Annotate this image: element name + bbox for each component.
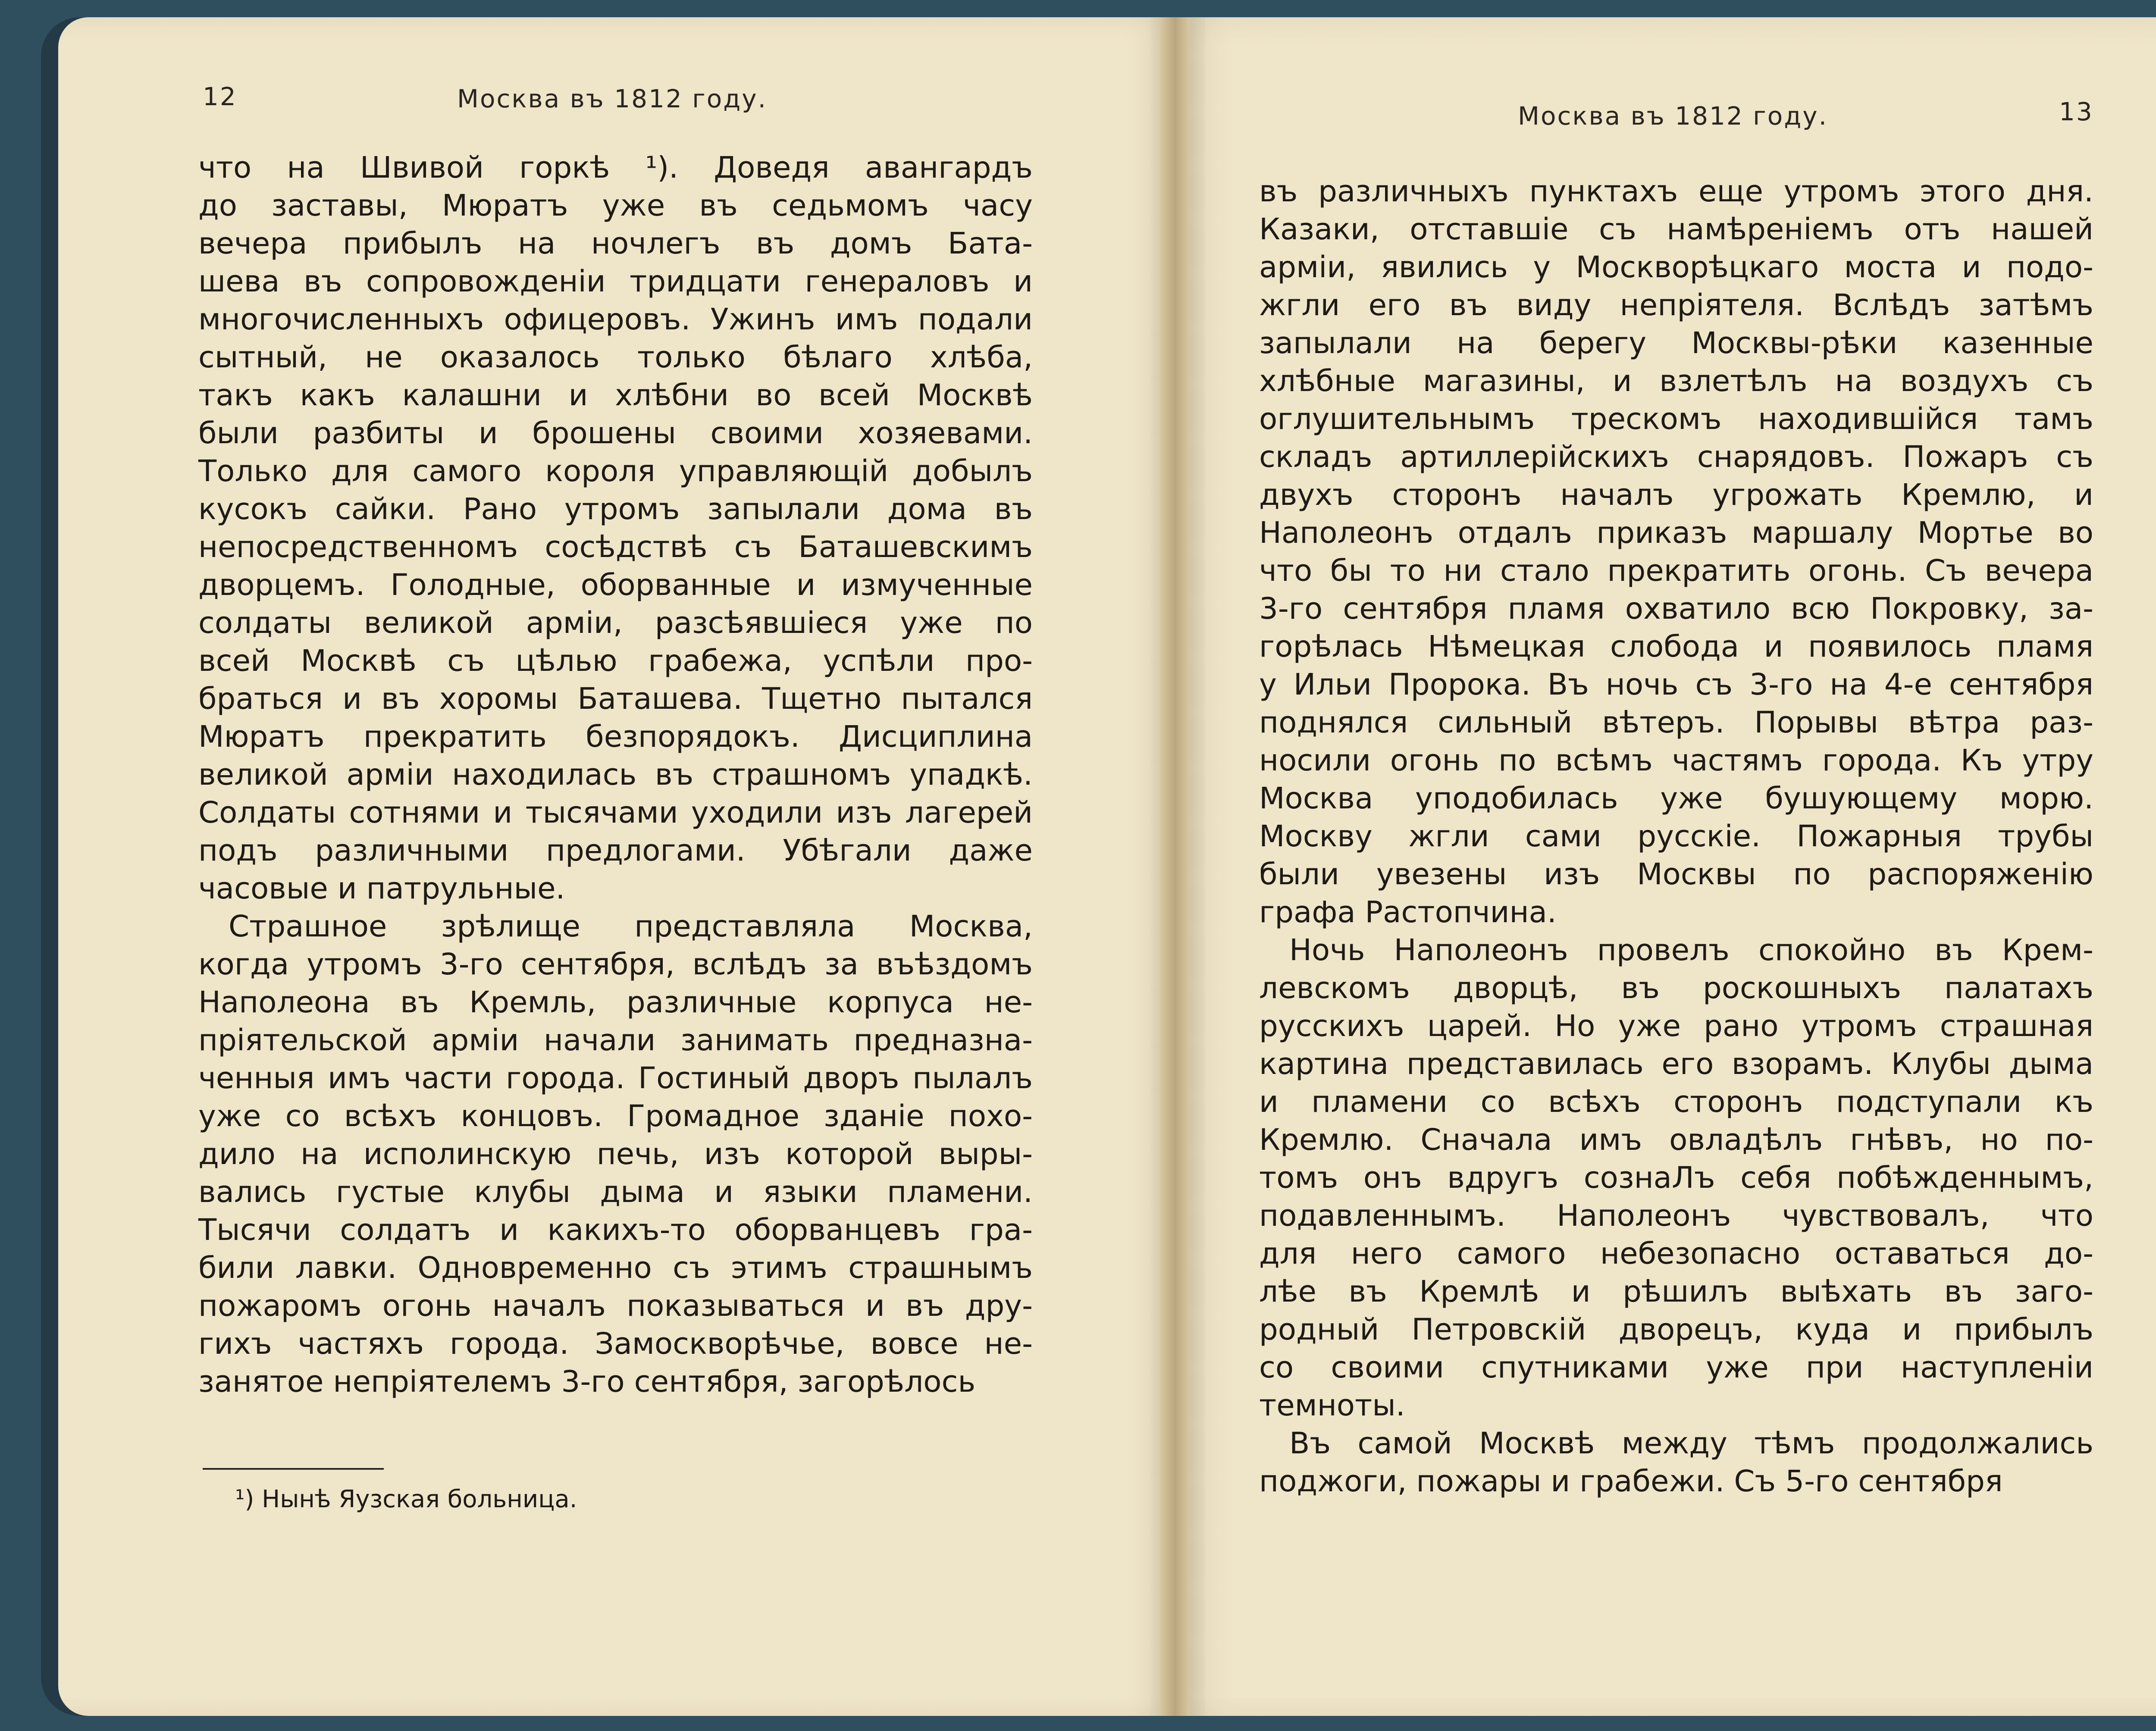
text-line: для него самого небезопасно оставаться до- <box>1259 1236 2093 1271</box>
text-line: хлѣбные магазины, и взлетѣлъ на воздухъ съ <box>1259 364 2093 398</box>
text-line: Ночь Наполеонъ провелъ спокойно въ Крем- <box>1289 933 2093 967</box>
text-line: били лавки. Одновременно съ этимъ страшнымъ <box>198 1251 1033 1285</box>
text-line: левскомъ дворцѣ, въ роскошныхъ палатахъ <box>1259 971 2093 1005</box>
right-page-number: 13 <box>2059 97 2093 126</box>
text-line: пожаромъ огонь началъ показываться и въ дру- <box>198 1289 1033 1323</box>
text-line: великой арміи находилась въ страшномъ упадкѣ. <box>198 758 1033 792</box>
text-line: непосредственномъ сосѣдствѣ съ Баташевскимъ <box>198 530 1033 564</box>
text-line: Кремлю. Сначала имъ овладѣлъ гнѣвъ, но по- <box>1259 1123 2093 1157</box>
text-line: что на Швивой горкѣ ¹). Доведя авангардъ <box>198 150 1033 185</box>
text-line: пріятельской арміи начали занимать предназна- <box>198 1023 1033 1058</box>
text-line: родный Петровскій дворецъ, куда и прибылъ <box>1259 1312 2093 1347</box>
text-line: у Ильи Пророка. Въ ночь съ 3-го на 4-е сентября <box>1259 667 2093 702</box>
left-page-number: 12 <box>203 82 237 111</box>
text-line: поджоги, пожары и грабежи. Съ 5-го сентября <box>1259 1464 2003 1499</box>
text-line: шева въ сопровожденіи тридцати генераловъ и <box>198 264 1033 299</box>
text-line: вечера прибылъ на ночлегъ въ домъ Бата- <box>198 226 1033 261</box>
text-line: вались густые клубы дыма и языки пламени. <box>198 1175 1033 1209</box>
book-gutter <box>1160 17 1190 1716</box>
text-line: были увезены изъ Москвы по распоряженію <box>1259 857 2093 892</box>
text-line: жгли его въ виду непріятеля. Вслѣдъ затѣмъ <box>1259 288 2093 322</box>
text-line: двухъ сторонъ началъ угрожать Кремлю, и <box>1259 478 2093 512</box>
left-page-body <box>198 149 1033 1401</box>
text-line: и пламени со всѣхъ сторонъ подступали къ <box>1259 1085 2093 1119</box>
text-line: томъ онъ вдругъ сознаЛъ себя побѣжденнымъ, <box>1259 1161 2093 1195</box>
text-line: гихъ частяхъ города. Замоскворѣчье, вовсе не- <box>198 1327 1033 1361</box>
text-line: часовые и патрульные. <box>198 871 565 906</box>
text-line: темноты. <box>1259 1388 1405 1423</box>
right-running-head: Москва въ 1812 году. <box>1518 101 1828 131</box>
text-line: что бы то ни стало прекратить огонь. Съ вечера <box>1259 554 2093 588</box>
text-line: сытный, не оказалось только бѣлаго хлѣба, <box>198 340 1033 375</box>
footnote-rule <box>203 1468 384 1470</box>
text-line: картина представилась его взорамъ. Клубы дыма <box>1259 1047 2093 1081</box>
text-line: Москву жгли сами русскіе. Пожарныя трубы <box>1259 819 2093 854</box>
text-line: до заставы, Мюратъ уже въ седьмомъ часу <box>198 188 1033 223</box>
text-line: кусокъ сайки. Рано утромъ запылали дома въ <box>198 492 1033 526</box>
text-line: 3-го сентября пламя охватило всю Покровку, за- <box>1259 592 2093 626</box>
text-line: Солдаты сотнями и тысячами уходили изъ лагерей <box>198 795 1033 830</box>
text-line: Мюратъ прекратить безпорядокъ. Дисциплина <box>198 720 1033 754</box>
text-line: лѣе въ Кремлѣ и рѣшилъ выѣхать въ заго- <box>1259 1274 2093 1309</box>
text-line: складъ артиллерійскихъ снарядовъ. Пожаръ съ <box>1259 440 2093 474</box>
text-line: Наполеонъ отдалъ приказъ маршалу Мортье во <box>1259 516 2093 550</box>
text-line: ченныя имъ части города. Гостиный дворъ пылалъ <box>198 1061 1033 1096</box>
text-line: со своими спутниками уже при наступленіи <box>1259 1350 2093 1385</box>
text-line: горѣлась Нѣмецкая слобода и появилось пламя <box>1259 629 2093 664</box>
text-line: Страшное зрѣлище представляла Москва, <box>229 909 1033 944</box>
text-line: въ различныхъ пунктахъ еще утромъ этого дня. <box>1259 174 2093 209</box>
text-line: Только для самого короля управляющій добылъ <box>198 454 1033 488</box>
left-running-head: Москва въ 1812 году. <box>457 84 768 113</box>
text-line: браться и въ хоромы Баташева. Тщетно пытался <box>198 682 1033 716</box>
text-line: Казаки, отставшіе съ намѣреніемъ отъ нашей <box>1259 212 2093 247</box>
text-line: запылали на берегу Москвы-рѣки казенные <box>1259 326 2093 360</box>
text-line: были разбиты и брошены своими хозяевами. <box>198 416 1033 451</box>
text-line: графа Растопчина. <box>1259 895 1557 930</box>
text-line: такъ какъ калашни и хлѣбни во всей Москвѣ <box>198 378 1033 413</box>
text-line: всей Москвѣ съ цѣлью грабежа, успѣли про- <box>198 644 1033 678</box>
text-line: Наполеона въ Кремль, различные корпуса не- <box>198 985 1033 1020</box>
text-line: дило на исполинскую печь, изъ которой выры- <box>198 1137 1033 1171</box>
text-line: уже со всѣхъ концовъ. Громадное зданіе похо- <box>198 1099 1033 1133</box>
text-line: солдаты великой арміи, разсѣявшіеся уже по <box>198 606 1033 640</box>
right-page-body <box>1259 172 2093 1500</box>
text-line: подавленнымъ. Наполеонъ чувствовалъ, что <box>1259 1199 2093 1233</box>
text-line: Москва уподобилась уже бушующему морю. <box>1259 781 2093 816</box>
text-line: арміи, явились у Москворѣцкаго моста и подо- <box>1259 250 2093 285</box>
text-line: многочисленныхъ офицеровъ. Ужинъ имъ подали <box>198 302 1033 337</box>
text-line: носили огонь по всѣмъ частямъ города. Къ утру <box>1259 743 2093 778</box>
text-line: оглушительнымъ трескомъ находившійся тамъ <box>1259 402 2093 436</box>
text-line: поднялся сильный вѣтеръ. Порывы вѣтра раз- <box>1259 705 2093 740</box>
text-line: дворцемъ. Голодные, оборванные и измученные <box>198 568 1033 602</box>
text-line: Въ самой Москвѣ между тѣмъ продолжались <box>1289 1426 2093 1461</box>
text-line: занятое непріятелемъ 3-го сентября, загорѣлось <box>198 1365 976 1399</box>
text-line: русскихъ царей. Но уже рано утромъ страшная <box>1259 1009 2093 1043</box>
footnote: ¹) Нынѣ Яузская больница. <box>235 1485 577 1513</box>
text-line: Тысячи солдатъ и какихъ-то оборванцевъ гра- <box>198 1213 1033 1247</box>
text-line: когда утромъ 3-го сентября, вслѣдъ за въѣздомъ <box>198 947 1033 982</box>
text-line: подъ различными предлогами. Убѣгали даже <box>198 833 1033 868</box>
